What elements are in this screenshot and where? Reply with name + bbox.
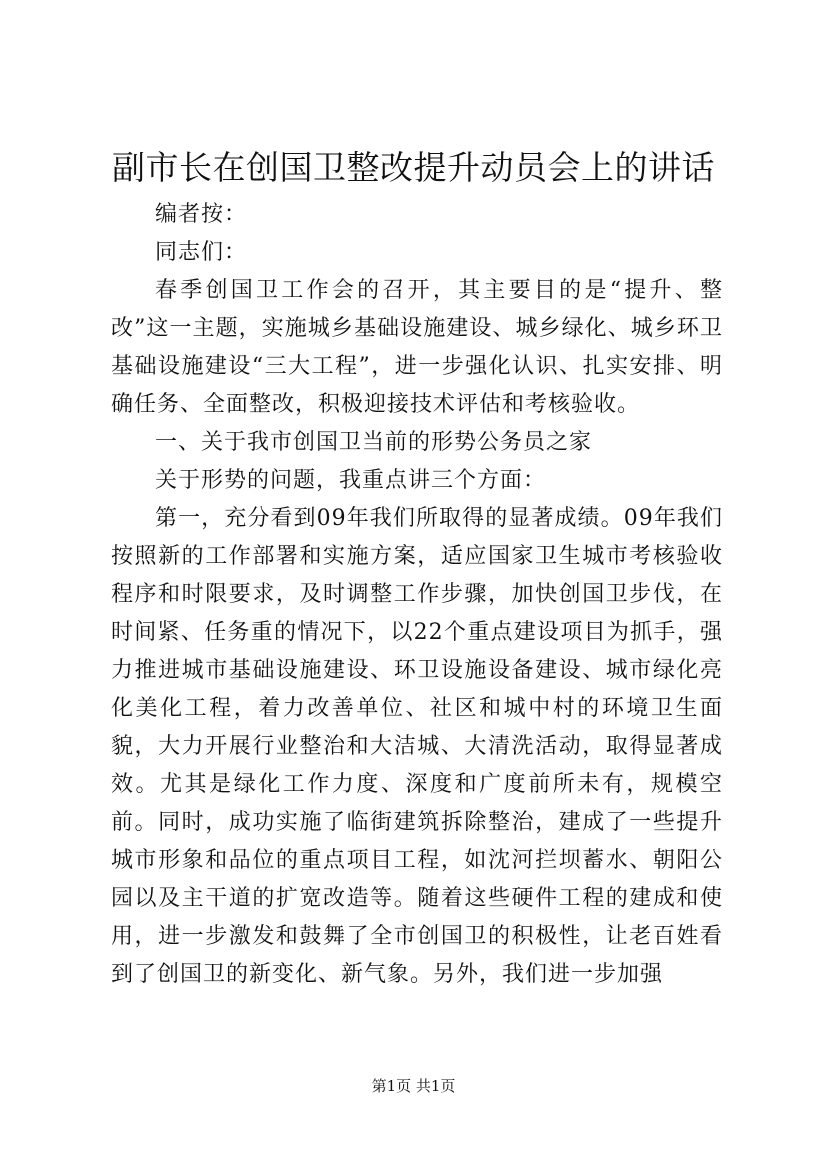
- document-title: 副市长在创国卫整改提升动员会上的讲话: [112, 148, 715, 187]
- paragraph-intro: 春季创国卫工作会的召开，其主要目的是“提升、整改”这一主题，实施城乡基础设施建设、城乡绿化、城乡环卫基础设施建设“三大工程”，进一步强化认识、扎实安排、明确任务、全面整改，积极迎接技术评估和考核验收。: [111, 278, 723, 417]
- paragraph-three-aspects: 关于形势的问题，我重点讲三个方面：: [155, 468, 547, 493]
- paragraph-salutation: 同志们：: [155, 240, 248, 265]
- paragraph-editor-note: 编者按：: [155, 202, 248, 227]
- page-footer: 第1页 共1页: [371, 1077, 456, 1095]
- paragraph-first-point: 第一，充分看到09年我们所取得的显著成绩。09年我们按照新的工作部署和实施方案，适应国家卫生城市考核验收程序和时限要求，及时调整工作步骤，加快创国卫步伐，在时间紧、任务重的情况下，以22个重点建设项目为抓手，强力推进城市基础设施建设、环卫设施设备建设、城市绿化亮化美化工程，着力改善单位、社区和城中村的环境卫生面貌，大力开展行业整治和大洁城、大清洗活动，取得显著成效。尤其是绿化工作力度、深度和广度前所未有，规模空前。同时，成功实施了临街建筑拆除整治，建成了一些提升城市形象和品位的重点项目工程，如沈河拦坝蓄水、朝阳公园以及主干道的扩宽改造等。随着这些硬件工程的建成和使用，进一步激发和鼓舞了全市创国卫的积极性，让老百姓看到了创国卫的新变化、新气象。另外，我们进一步加强: [111, 506, 723, 987]
- section-heading-situation: 一、关于我市创国卫当前的形势公务员之家: [155, 430, 593, 455]
- document-body: [111, 196, 723, 994]
